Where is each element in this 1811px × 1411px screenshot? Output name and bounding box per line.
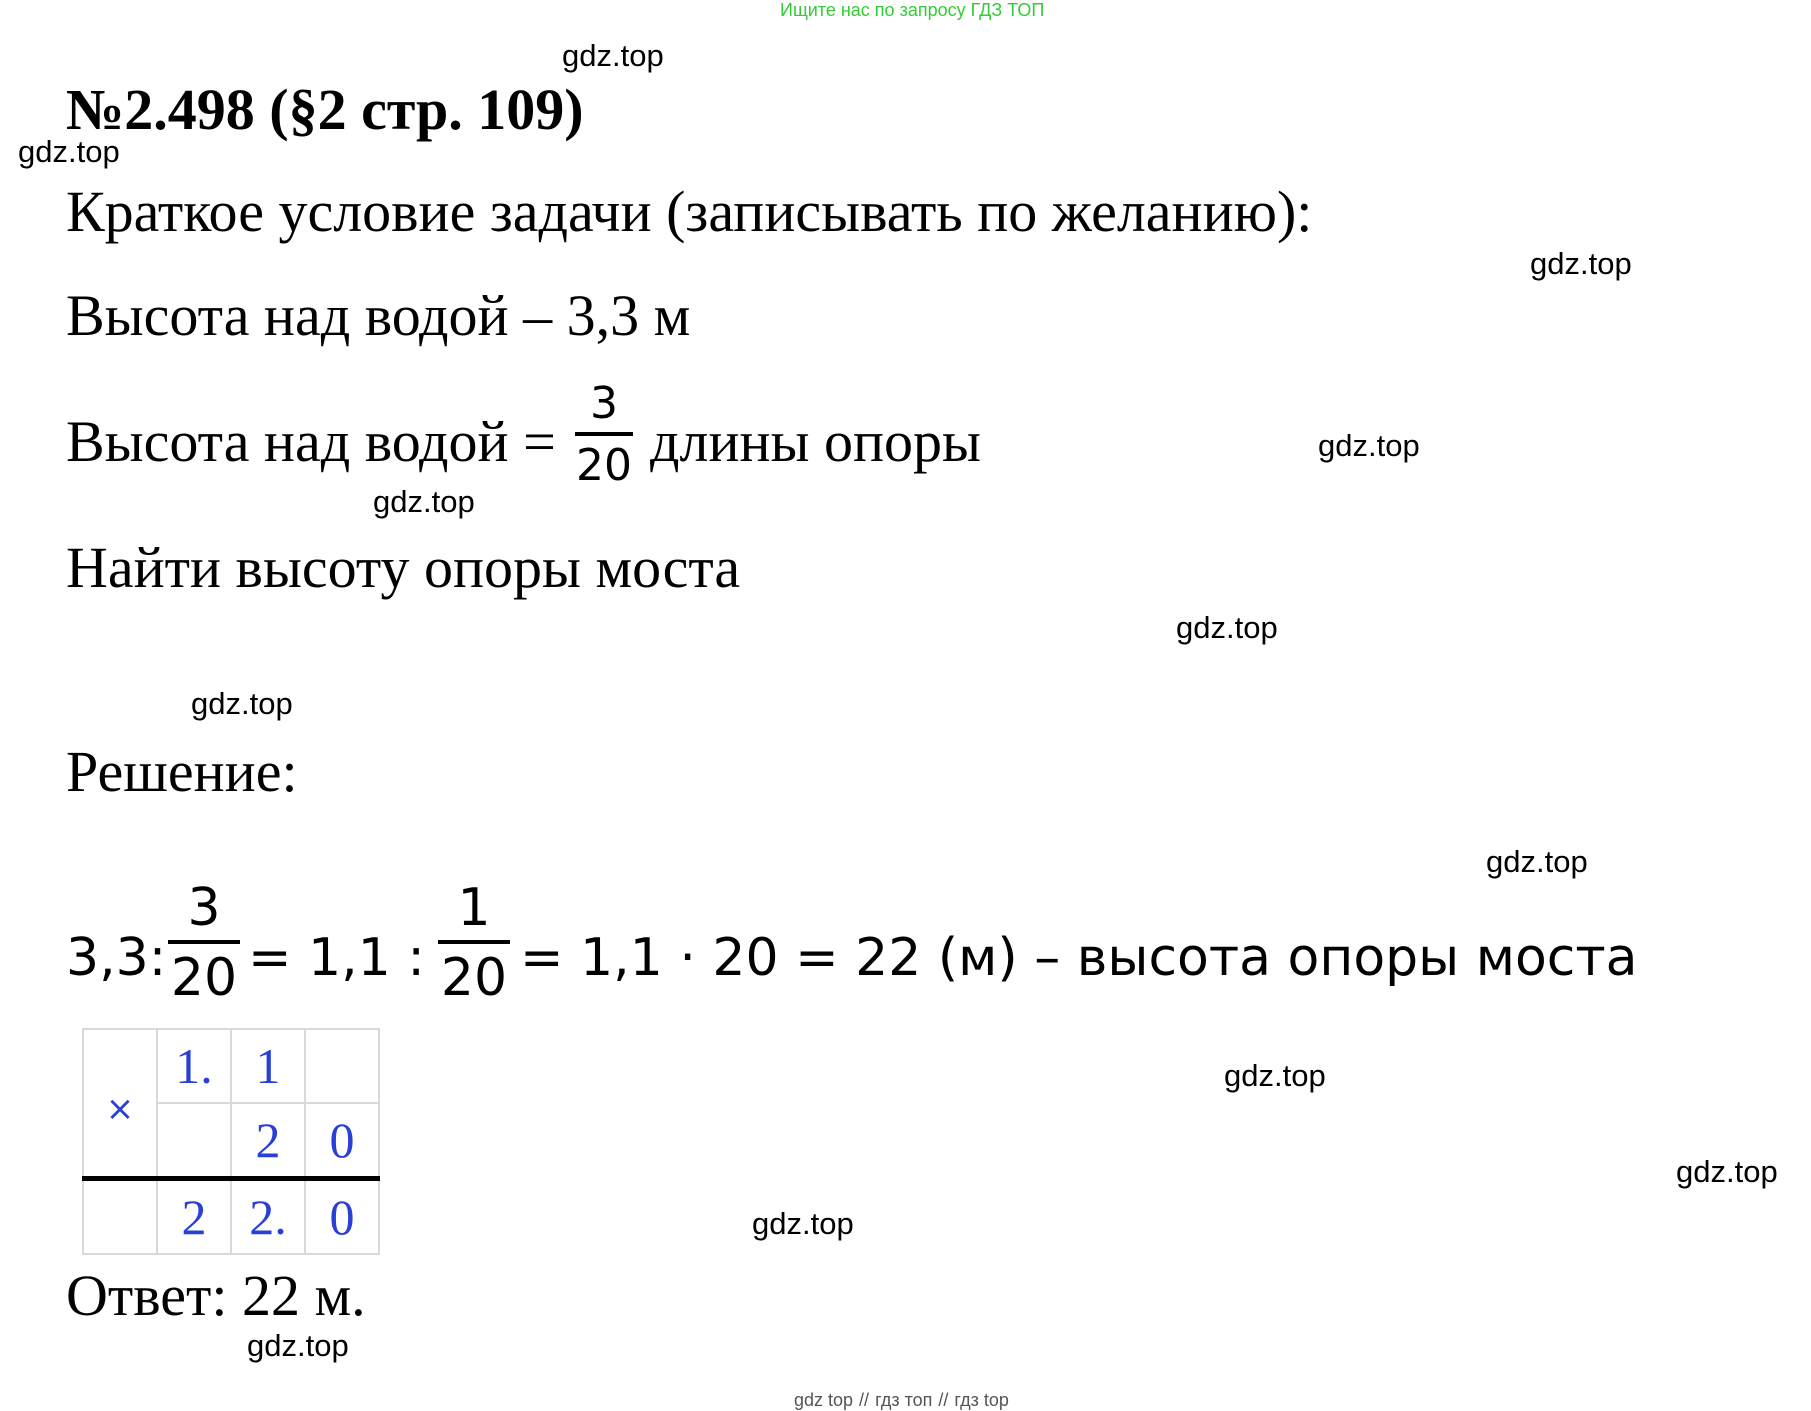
mult-result-cell: 2 — [157, 1179, 231, 1255]
equation-fraction-1 — [168, 878, 240, 1008]
condition-header: Краткое условие задачи (записывать по желанию): — [66, 179, 1313, 244]
condition-line-height: Высота над водой – 3,3 м — [66, 283, 691, 348]
watermark: gdz.top — [18, 134, 120, 169]
task-title: №2.498 (§2 стр. 109) — [66, 77, 584, 142]
watermark: gdz.top — [752, 1206, 854, 1241]
watermark: gdz.top — [562, 38, 664, 73]
column-multiplication — [82, 1028, 380, 1255]
watermark: gdz.top — [191, 686, 293, 721]
footer-item: гдз top — [954, 1390, 1009, 1410]
footer-separator: // — [938, 1390, 949, 1410]
mult-cell: 1. — [157, 1029, 231, 1103]
condition-fraction — [575, 378, 633, 491]
watermark: gdz.top — [1224, 1058, 1326, 1093]
condition-line-find: Найти высоту опоры моста — [66, 535, 741, 600]
answer: Ответ: 22 м. — [66, 1263, 366, 1328]
mult-cell: 1 — [231, 1029, 305, 1103]
watermark: gdz.top — [1176, 610, 1278, 645]
mult-cell — [305, 1029, 379, 1103]
solution-label: Решение: — [66, 739, 298, 804]
footer-separator: // — [859, 1390, 870, 1410]
watermark: gdz.top — [1486, 844, 1588, 879]
condition-line-ratio-after: длины опоры — [650, 409, 982, 474]
fraction-numerator: 3 — [590, 378, 618, 429]
condition-line-ratio-before: Высота над водой = — [66, 409, 556, 474]
mult-result-cell: 2. — [231, 1179, 305, 1255]
watermark: gdz.top — [1676, 1154, 1778, 1189]
top-banner: Ищите нас по запросу ГДЗ ТОП — [780, 0, 1045, 20]
equation-lead: 3,3: — [66, 928, 167, 988]
equation-mid: = 1,1 : — [248, 928, 425, 988]
watermark: gdz.top — [247, 1328, 349, 1363]
footer-item: гдз топ — [875, 1390, 933, 1410]
fraction-bar — [575, 432, 633, 436]
mult-cell: 0 — [305, 1103, 379, 1179]
fraction-denominator: 20 — [576, 440, 632, 491]
mult-result-cell — [83, 1179, 157, 1255]
mult-cell: 2 — [231, 1103, 305, 1179]
equation-fraction-2 — [438, 878, 510, 1008]
footer-item: gdz top — [794, 1390, 854, 1410]
equation-fraction-2-bar — [438, 940, 510, 944]
footer — [794, 1390, 1009, 1411]
watermark: gdz.top — [373, 484, 475, 519]
equation-fraction-1-num: 3 — [187, 878, 221, 938]
equation-tail: = 1,1 · 20 = 22 (м) – высота опоры моста — [520, 928, 1638, 988]
equation-fraction-2-num: 1 — [457, 878, 491, 938]
equation-fraction-2-den: 20 — [440, 948, 508, 1008]
multiplication-operator: × — [83, 1029, 157, 1179]
mult-cell — [157, 1103, 231, 1179]
mult-result-cell: 0 — [305, 1179, 379, 1255]
watermark: gdz.top — [1318, 428, 1420, 463]
equation-fraction-1-den: 20 — [170, 948, 238, 1008]
equation-fraction-1-bar — [168, 940, 240, 944]
watermark: gdz.top — [1530, 246, 1632, 281]
